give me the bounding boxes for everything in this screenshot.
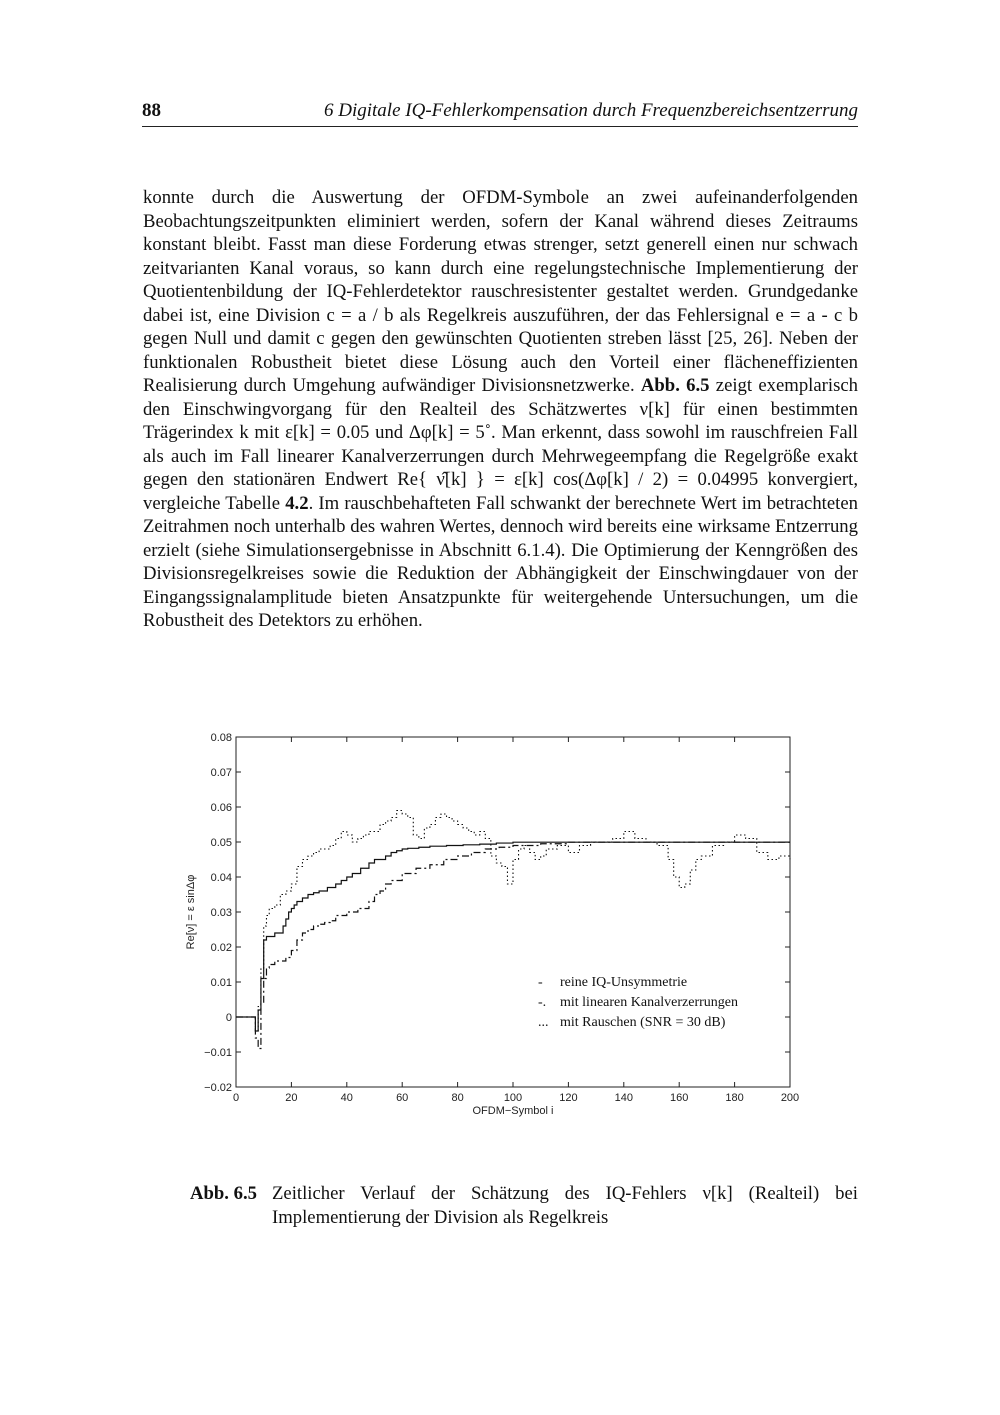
page-number: 88 [142,100,161,121]
page-header [142,100,858,127]
body-sentence-2: zeigt exemplarisch den Einschwingvorgang für den Realteil des Schätzwertes ν[k] für einen bestimmten Trägerindex k mit ε[k] = 0.05 und Δφ[k] = 5˚. Man erkennt, dass sowohl im rauschfreien Fall als auch im Fall linearer Kanalverzerrungen durch Mehrwegeempfang die Regelgröße exakt gegen den stationären Endwert Re{ ν̂[k] } = ε[k] cos(Δφ[k] / 2) = 0.04995 konvergiert, vergleiche Tabelle [143,375,858,514]
x-tick-label: 60 [396,1092,409,1104]
y-tick-label: 0.04 [210,872,232,884]
y-tick-label: 0.08 [210,732,232,744]
legend-marker: - [538,975,543,990]
plot-frame [236,737,790,1087]
x-tick-label: 40 [340,1092,353,1104]
chart-legend [538,975,738,1030]
y-tick-label: 0 [225,1012,232,1024]
body-sentence-3: . Im rauschbehafteten Fall schwankt der berechnete Wert im betrachteten Zeitrahmen noch unterhalb des wahren Wertes, dennoch wird bereits eine wirksame Entzerrung erzielt (siehe Simulationsergebnisse in Abschnitt 6.1.4). Die Optimierung der Kenngrößen des Divisionsregelkreises sowie die Reduktion der Abhängigkeit der Einschwingdauer von der Eingangssignalamplitude bieten Ansatzpunkte für weitergehende Untersuchungen, um die Robustheit des Detektors zu erhöhen. [143,492,858,631]
body-paragraph [143,186,858,633]
legend-marker: -. [538,995,547,1010]
caption-label: Abb. 6.5 [190,1183,257,1204]
caption-text: Zeitlicher Verlauf der Schätzung des IQ-Fehlers ν[k] (Realteil) bei Implementierung der Division als Regelkreis [272,1183,858,1228]
legend-marker: ... [538,1015,549,1030]
y-tick-label: 0.03 [210,907,232,919]
legend-label: reine IQ-Unsymmetrie [560,975,688,990]
y-tick-label: 0.05 [210,837,232,849]
legend-label: mit Rauschen (SNR = 30 dB) [560,1015,726,1030]
figure-6-5 [180,725,810,1125]
figure-reference-link[interactable]: Abb. 6.5 [640,375,710,396]
y-tick-label: 0.07 [210,767,232,779]
x-tick-label: 120 [559,1092,578,1104]
running-title: 6 Digitale IQ-Fehlerkompensation durch Frequenzbereichsentzerrung [324,100,858,121]
x-axis-label: OFDM−Symbol i [472,1105,554,1117]
y-tick-label: 0.06 [210,802,232,814]
table-reference-link[interactable]: 4.2 [285,492,309,514]
x-tick-label: 140 [614,1092,633,1104]
x-tick-label: 80 [451,1092,464,1104]
y-tick-label: −0.01 [204,1047,232,1059]
y-tick-label: 0.02 [210,942,232,954]
x-tick-label: 100 [503,1092,523,1104]
x-tick-label: 160 [670,1092,689,1104]
figure-caption [190,1182,858,1230]
x-tick-label: 0 [232,1092,240,1104]
x-tick-label: 180 [725,1092,744,1104]
legend-label: mit linearen Kanalverzerrungen [560,995,739,1010]
y-tick-label: −0.02 [204,1082,232,1094]
x-tick-label: 20 [285,1092,298,1104]
x-tick-label: 200 [780,1092,800,1104]
y-tick-label: 0.01 [210,977,232,989]
body-sentence-1: konnte durch die Auswertung der OFDM-Symbole an zwei aufeinanderfolgenden Beobachtungszeitpunkten eliminiert werden, sofern der Kanal während dieses Zeitraums konstant bleibt. Fasst man diese Forderung etwas strenger, setzt generell einen nur schwach zeitvarianten Kanal voraus, so kann durch eine regelungstechnische Implementierung der Quotientenbildung der IQ-Fehlerdetektor rauschresistenter gestaltet werden. Grundgedanke dabei ist, eine Division c = a / b als Regelkreis auszuführen, der das Fehlersignal e = a - c b gegen Null und damit c gegen den gewünschten Quotienten streben lässt [25, 26]. Neben der funktionalen Robustheit bietet diese Lösung auch den Vorteil einer flächeneffizienten Realisierung durch Umgehung aufwändiger Divisionsnetzwerke. [143,187,858,396]
y-axis-label: Re[ν] = ε sinΔφ [185,874,197,950]
estimation-chart [180,725,810,1125]
body-text [143,186,858,633]
